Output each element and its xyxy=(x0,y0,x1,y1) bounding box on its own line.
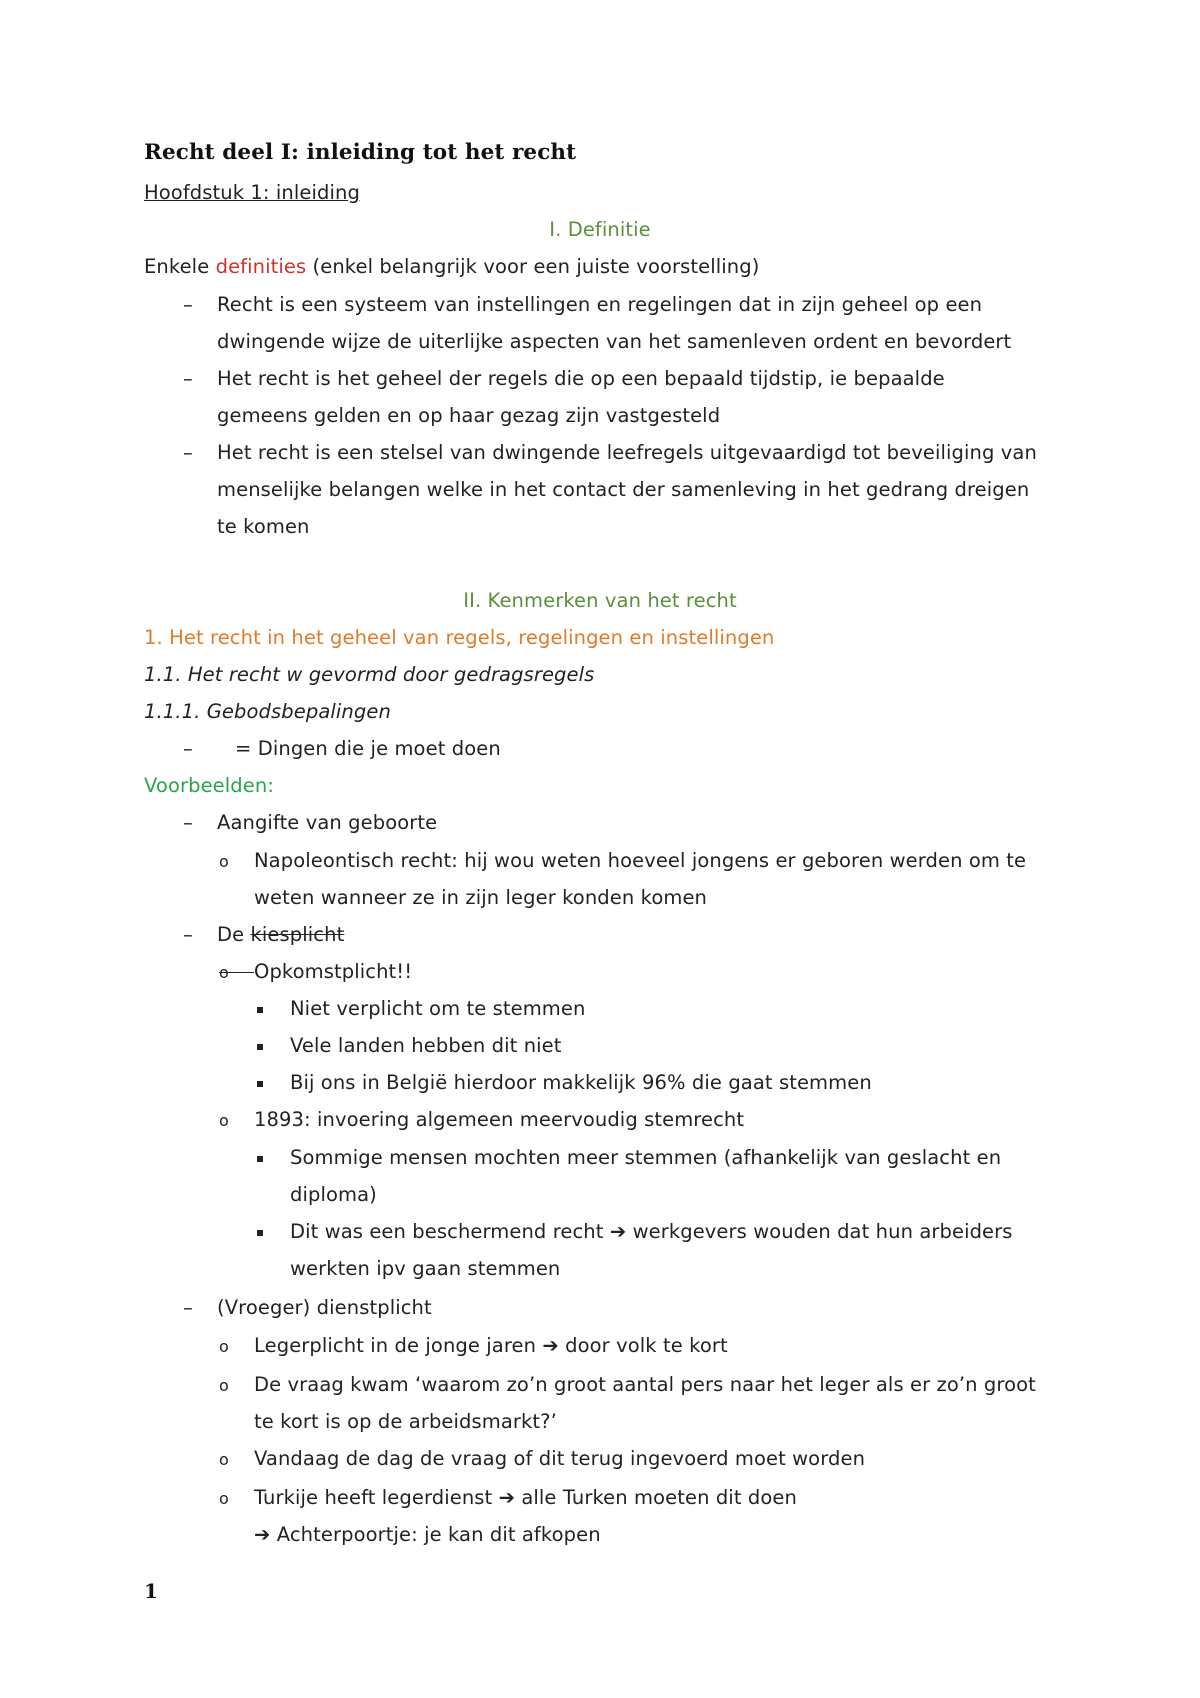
bullet-dash: – xyxy=(183,811,193,834)
bullet-square xyxy=(257,1007,263,1013)
heading-level-1: 1. Het recht in het geheel van regels, regelingen en instellingen xyxy=(144,626,775,649)
definition-line: dwingende wijze de uiterlijke aspecten van het samenleven ordent en bevordert xyxy=(217,330,1012,353)
item-text: Legerplicht in de jonge jaren xyxy=(254,1334,543,1357)
bullet-circle: o xyxy=(219,1111,229,1130)
page-number: 1 xyxy=(144,1579,159,1603)
sub-sub-list-item: diploma) xyxy=(290,1183,377,1206)
bullet-dash: – xyxy=(183,923,193,946)
definition-line: gemeens gelden en op haar gezag zijn vastgesteld xyxy=(217,404,721,427)
bullet-dash: – xyxy=(183,1296,193,1319)
chapter-heading: Hoofdstuk 1: inleiding xyxy=(144,181,360,204)
bullet-circle: o xyxy=(219,1376,229,1395)
bullet-circle: o xyxy=(219,1450,229,1469)
definition-text: = Dingen die je moet doen xyxy=(235,737,501,760)
arrow-icon: ➔ xyxy=(254,1523,271,1546)
item-text: Turkije heeft legerdienst xyxy=(254,1486,499,1509)
item-text: Dit was een beschermend recht xyxy=(290,1220,610,1243)
intro-highlight: definities xyxy=(215,255,307,278)
heading-level-3: 1.1.1. Gebodsbepalingen xyxy=(144,700,391,723)
bullet-dash: – xyxy=(183,737,193,760)
sub-list-item xyxy=(254,1523,601,1546)
heading-level-2: 1.1. Het recht w gevormd door gedragsregels xyxy=(144,663,595,686)
sub-list-item: Opkomstplicht!! xyxy=(254,960,413,983)
sub-list-item: De vraag kwam ‘waarom zo’n groot aantal pers naar het leger als er zo’n groot xyxy=(254,1373,1036,1396)
definition-line: Recht is een systeem van instellingen en regelingen dat in zijn geheel op een xyxy=(217,293,983,316)
bullet-dash: – xyxy=(183,367,193,390)
arrow-icon: ➔ xyxy=(609,1220,627,1243)
sub-sub-list-item xyxy=(290,1220,1013,1243)
bullet-circle: o xyxy=(219,1337,229,1356)
strike-line xyxy=(219,972,254,973)
intro-text-rest: (enkel belangrijk voor een juiste voorstelling) xyxy=(306,255,760,278)
sub-sub-list-item: Vele landen hebben dit niet xyxy=(290,1034,562,1057)
bullet-square xyxy=(257,1156,263,1162)
definition-line: Het recht is het geheel der regels die op een bepaald tijdstip, ie bepaalde xyxy=(217,367,945,390)
sub-sub-list-item: Niet verplicht om te stemmen xyxy=(290,997,586,1020)
bullet-dash: – xyxy=(183,293,193,316)
definition-line: menselijke belangen welke in het contact der samenleving in het gedrang dreigen xyxy=(217,478,1030,501)
document-title: Recht deel I: inleiding tot het recht xyxy=(144,140,577,165)
sub-list-item: 1893: invoering algemeen meervoudig stemrecht xyxy=(254,1108,745,1131)
definition-line: Het recht is een stelsel van dwingende leefregels uitgevaardigd tot beveiliging van xyxy=(217,441,1037,464)
item-text-rest: door volk te kort xyxy=(558,1334,728,1357)
struck-text: kiesplicht xyxy=(250,923,345,946)
list-item xyxy=(217,923,344,946)
sub-sub-list-item: werkten ipv gaan stemmen xyxy=(290,1257,561,1280)
sub-list-item: te kort is op de arbeidsmarkt?’ xyxy=(254,1410,557,1433)
item-text-rest: alle Turken moeten dit doen xyxy=(515,1486,797,1509)
intro-text: Enkele xyxy=(144,255,216,278)
definition-line: te komen xyxy=(217,515,310,538)
section-heading-kenmerken: II. Kenmerken van het recht xyxy=(463,589,737,612)
sub-sub-list-item: Sommige mensen mochten meer stemmen (afhankelijk van geslacht en xyxy=(290,1146,1002,1169)
sub-list-item: Napoleontisch recht: hij wou weten hoeveel jongens er geboren werden om te xyxy=(254,849,1027,872)
sub-list-item xyxy=(254,1486,797,1509)
arrow-icon: ➔ xyxy=(542,1334,559,1357)
bullet-dash: – xyxy=(183,441,193,464)
item-text-rest: werkgevers wouden dat hun arbeiders xyxy=(626,1220,1013,1243)
list-item-text: De xyxy=(217,923,251,946)
sub-sub-list-item: Bij ons in België hierdoor makkelijk 96% die gaat stemmen xyxy=(290,1071,872,1094)
sub-list-item xyxy=(254,1334,728,1357)
examples-label: Voorbeelden: xyxy=(144,774,274,797)
bullet-square xyxy=(257,1081,263,1087)
item-text: Achterpoortje: je kan dit afkopen xyxy=(270,1523,601,1546)
bullet-square xyxy=(257,1044,263,1050)
bullet-circle: o xyxy=(219,852,229,871)
arrow-icon: ➔ xyxy=(498,1486,516,1509)
list-item: Aangifte van geboorte xyxy=(217,811,438,834)
bullet-square xyxy=(257,1230,263,1236)
bullet-circle: o xyxy=(219,1489,229,1508)
section-heading-definitie: I. Definitie xyxy=(549,218,651,241)
sub-list-item: Vandaag de dag de vraag of dit terug ingevoerd moet worden xyxy=(254,1447,866,1470)
sub-list-item: weten wanneer ze in zijn leger konden komen xyxy=(254,886,708,909)
definitions-intro xyxy=(144,255,759,278)
list-item: (Vroeger) dienstplicht xyxy=(217,1296,432,1319)
